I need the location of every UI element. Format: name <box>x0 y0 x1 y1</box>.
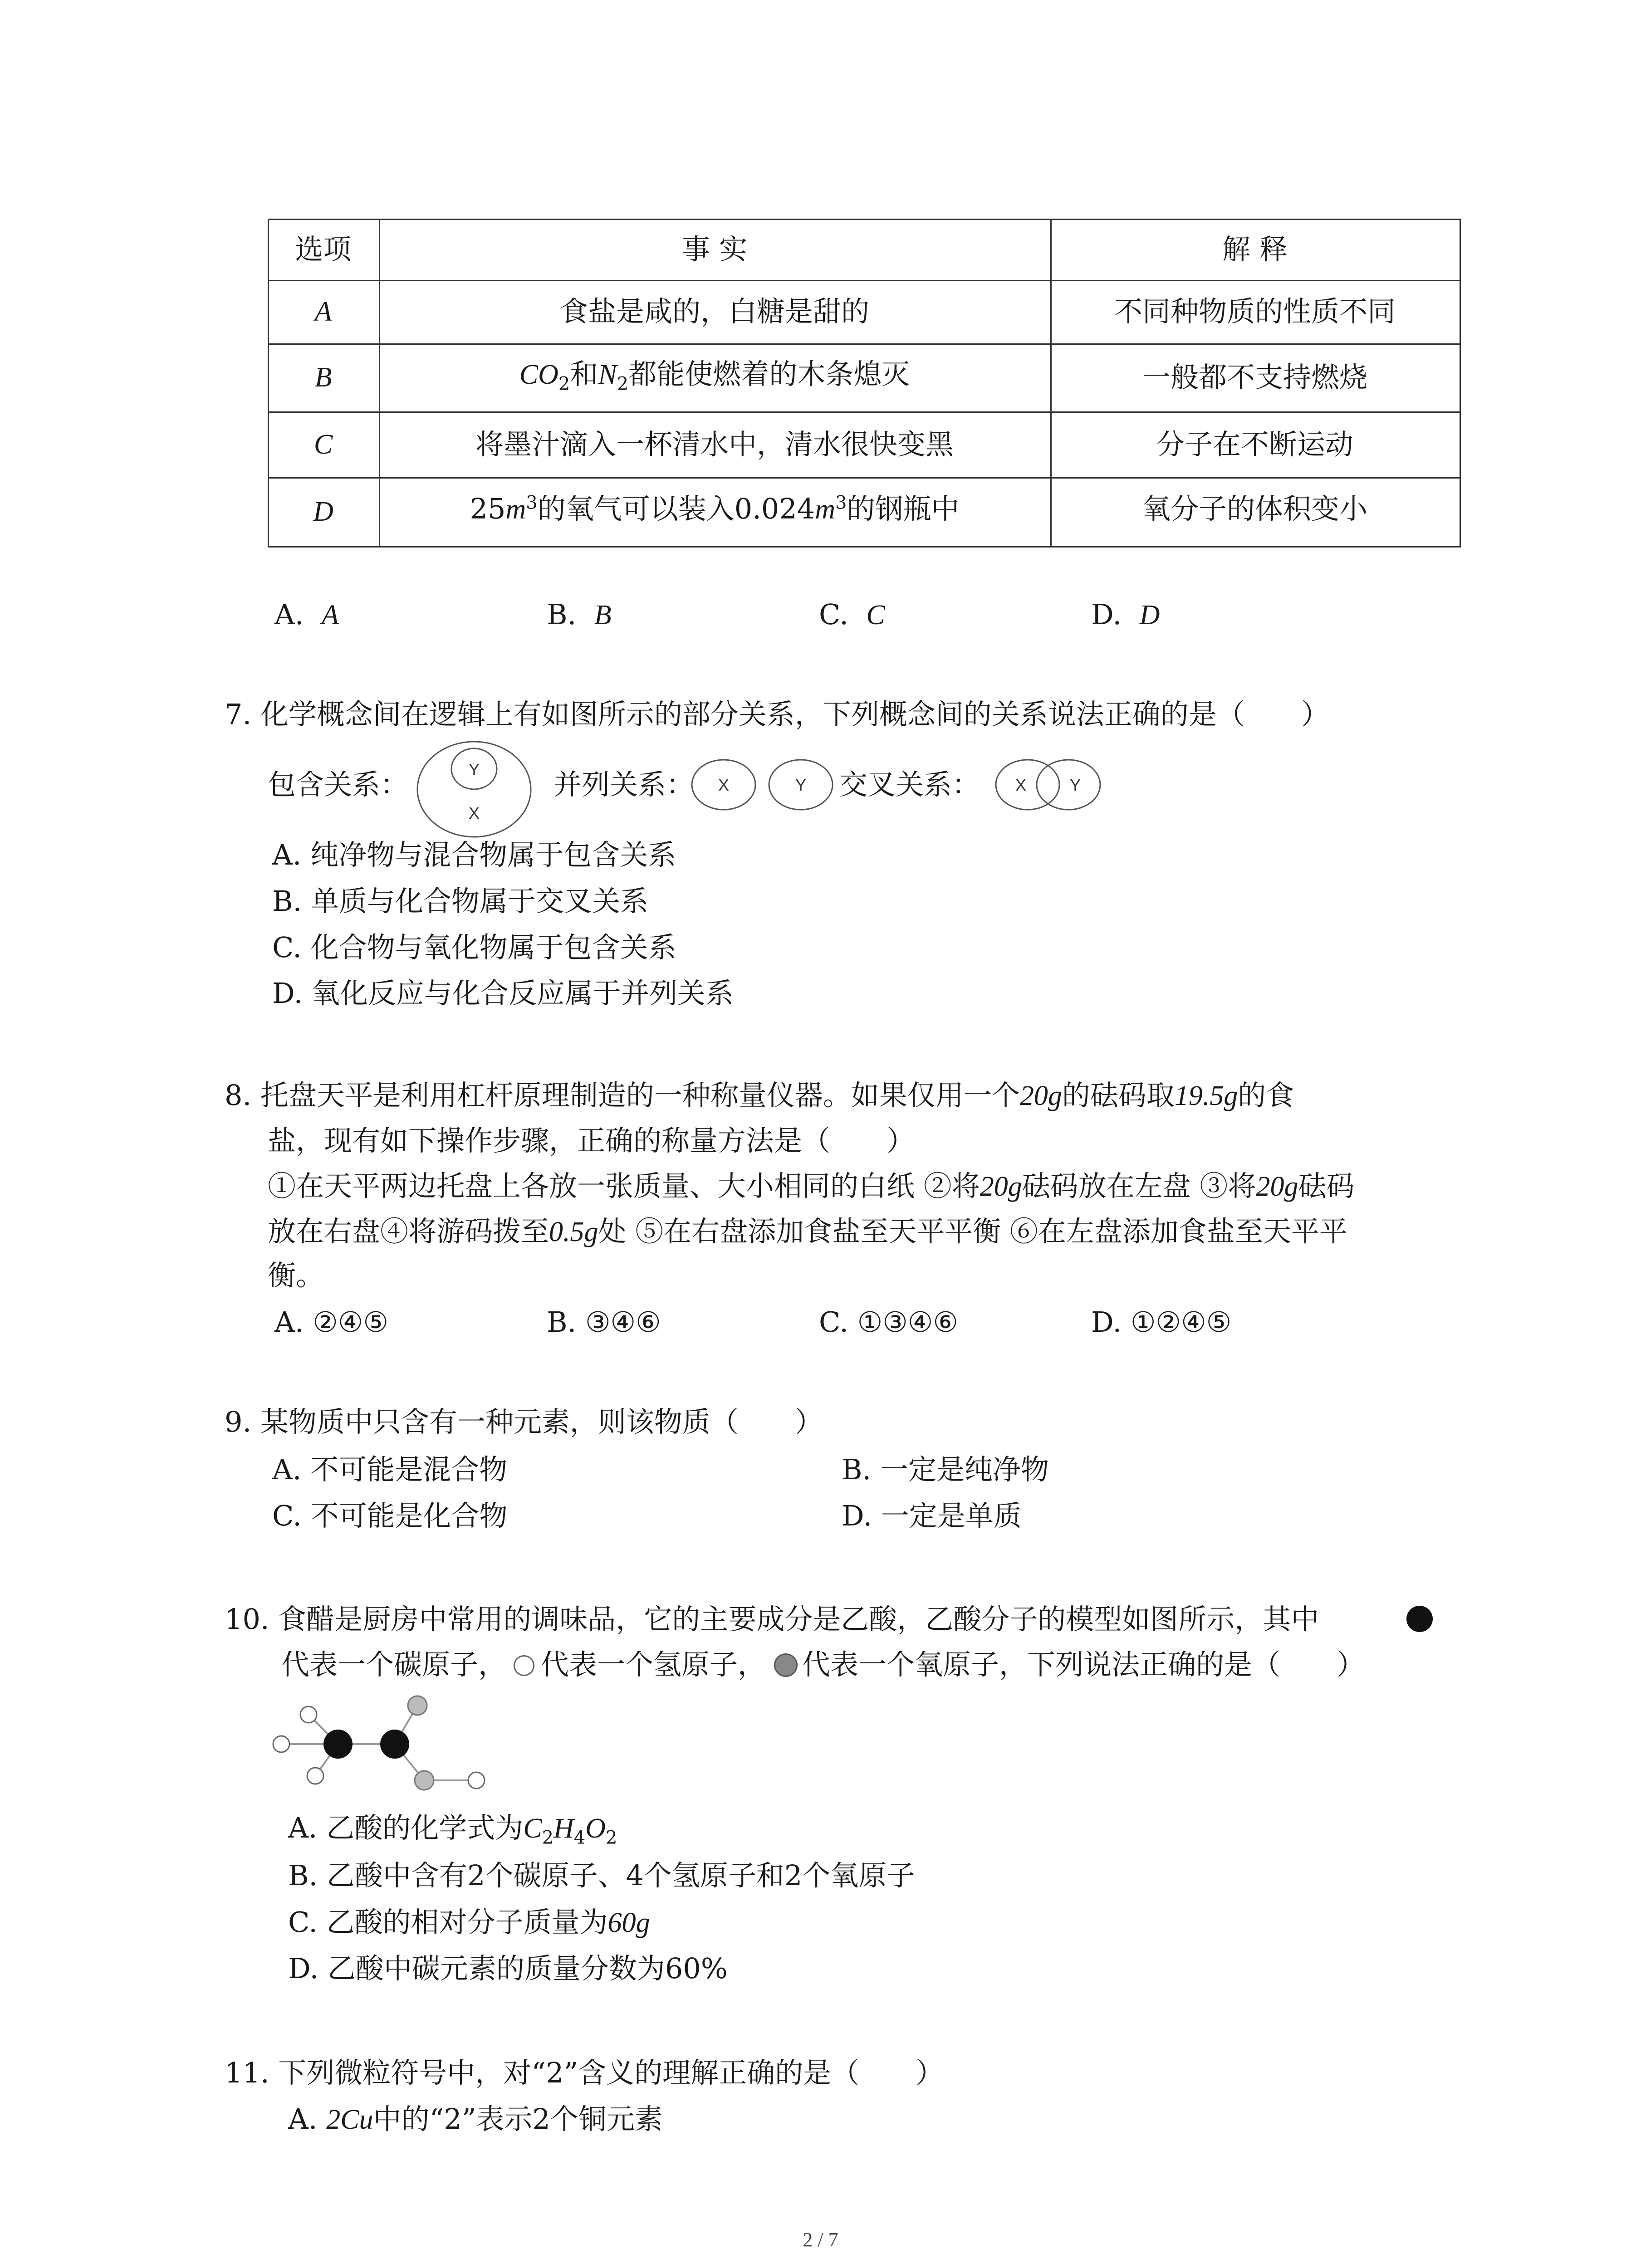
q9-option-b: B. 一定是纯净物 <box>842 1453 1049 1486</box>
q7-option-d: D. 氧化反应与化合反应属于并列关系 <box>272 977 734 1010</box>
table-row-option: C <box>314 429 333 460</box>
contain-relation-diagram <box>415 737 547 841</box>
table-border <box>268 343 1461 345</box>
unit: m <box>505 494 526 525</box>
q8-option-b: B. ③④⑥ <box>547 1305 661 1339</box>
q7-option-c: C. 化合物与氧化物属于包含关系 <box>272 931 676 964</box>
table-row-explanation: 氧分子的体积变小 <box>1142 492 1367 525</box>
q10-stem-line2: 代表一个碳原子， 代表一个氢原子， 代表一个氧原子，下列说法正确的是（ ） <box>281 1648 1365 1681</box>
q8-option-d: D. ①②④⑤ <box>1091 1305 1232 1339</box>
superscript: 3 <box>835 492 847 513</box>
table-row-fact: 食盐是咸的，白糖是甜的 <box>559 295 869 328</box>
hydrogen-atom-icon <box>468 1772 485 1789</box>
table-border <box>268 546 1461 547</box>
q7-contain-label: 包含关系： <box>268 768 409 801</box>
table-border <box>268 477 1461 479</box>
q10-option-a: A. 乙酸的化学式为$C_2H_4O_2$ <box>288 1811 617 1848</box>
table-border <box>268 280 1461 281</box>
superscript: 3 <box>526 492 538 513</box>
table-border <box>1460 219 1461 547</box>
set-x-label: X <box>718 776 730 794</box>
carbon-atom-icon <box>380 1730 409 1759</box>
text: 的氧气可以装入 <box>537 492 735 525</box>
q8-stem-line1: 8. 托盘天平是利用杠杆原理制造的一种称量仪器。如果仅用一个20g的砝码取19.5g的食 <box>225 1079 1294 1112</box>
table-row-fact: 将墨汁滴入一杯清水中，清水很快变黑 <box>475 428 954 461</box>
table-row-explanation: 一般都不支持燃烧 <box>1142 361 1367 394</box>
set-x-label: X <box>468 804 480 822</box>
formula-co2: CO <box>519 359 558 390</box>
parallel-relation-diagram <box>690 753 848 816</box>
number: 25 <box>470 492 506 525</box>
table-header-fact: 事 实 <box>682 233 747 266</box>
table-header-option: 选项 <box>295 233 352 266</box>
q7-option-a: A. 纯净物与混合物属于包含关系 <box>272 838 676 871</box>
q10-option-d: D. 乙酸中碳元素的质量分数为60% <box>288 1952 728 1985</box>
set-y-label: Y <box>468 760 480 779</box>
q9-option-c: C. 不可能是化合物 <box>272 1499 508 1532</box>
q7-stem: 7. 化学概念间在逻辑上有如图所示的部分关系，下列概念间的关系说法正确的是（ ） <box>225 698 1329 731</box>
set-y-ellipse <box>1037 760 1100 810</box>
table-row-fact <box>379 491 1050 528</box>
set-x-ellipse <box>996 760 1059 810</box>
unit: m <box>815 494 835 525</box>
q10-option-b: B. 乙酸中含有2个碳原子、4个氢原子和2个氧原子 <box>288 1859 915 1892</box>
formula-n2: N <box>598 359 617 390</box>
q6-option-a: A. A <box>274 598 339 631</box>
q9-option-a: A. 不可能是混合物 <box>272 1453 508 1486</box>
q6-option-c: C. C <box>819 598 885 631</box>
cross-relation-diagram <box>985 753 1121 816</box>
q11-stem: 11. 下列微粒符号中，对“2”含义的理解正确的是（ ） <box>225 2056 944 2089</box>
table-border <box>268 219 1461 220</box>
q8-steps-line2: 放在右盘④将游码拨至0.5g处 ⑤在右盘添加食盐至天平平衡 ⑥在左盘添加食盐至天平平 <box>268 1215 1347 1248</box>
q7-option-b: B. 单质与化合物属于交叉关系 <box>272 885 648 918</box>
set-x-label: X <box>1015 776 1027 794</box>
q10-stem-line1: 10. 食醋是厨房中常用的调味品，它的主要成分是乙酸，乙酸分子的模型如图所示，其中 <box>225 1603 1319 1636</box>
table-row-option: A <box>314 296 332 327</box>
carbon-atom-icon <box>323 1730 353 1759</box>
q10-option-c: C. 乙酸的相对分子质量为60g <box>288 1906 650 1939</box>
q8-steps-line3: 衡。 <box>268 1259 324 1292</box>
hydrogen-atom-icon <box>307 1768 323 1784</box>
text: 都能使燃着的木条熄灭 <box>628 357 910 391</box>
text: 和 <box>570 357 598 391</box>
q6-option-d: D. D <box>1091 598 1160 631</box>
table-border <box>268 411 1461 413</box>
q6-option-b: B. B <box>547 598 612 631</box>
q7-parallel-label: 并列关系： <box>554 768 695 801</box>
q7-cross-label: 交叉关系： <box>839 768 980 801</box>
facts-table <box>268 219 1461 547</box>
carbon-atom-icon <box>1406 1606 1433 1632</box>
hydrogen-atom-icon <box>300 1706 317 1723</box>
q8-option-c: C. ①③④⑥ <box>819 1305 958 1339</box>
hydrogen-atom-icon <box>273 1736 289 1752</box>
table-row-option: D <box>313 496 333 527</box>
set-y-label: Y <box>795 776 807 794</box>
oxygen-atom-icon <box>774 1653 798 1677</box>
q9-stem: 9. 某物质中只含有一种元素，则该物质（ ） <box>225 1405 823 1438</box>
q8-steps-line1: ①在天平两边托盘上各放一张质量、大小相同的白纸 ②将20g砝码放在左盘 ③将20g砝码 <box>268 1169 1355 1202</box>
set-y-label: Y <box>1069 776 1081 794</box>
q8-stem-line2: 盐，现有如下操作步骤，正确的称量方法是（ ） <box>268 1124 915 1157</box>
text: 的钢瓶中 <box>847 492 960 525</box>
number: 0.024 <box>734 492 815 525</box>
table-row-option: B <box>314 362 332 393</box>
subscript: 2 <box>558 373 570 395</box>
page-number: 2 / 7 <box>803 2229 838 2251</box>
table-header-explanation: 解 释 <box>1222 233 1288 266</box>
table-row-explanation: 不同种物质的性质不同 <box>1114 295 1396 328</box>
table-row-fact <box>379 356 1050 393</box>
q8-option-a: A. ②④⑤ <box>274 1305 388 1339</box>
q9-option-d: D. 一定是单质 <box>842 1499 1022 1532</box>
subscript: 2 <box>617 373 629 395</box>
oxygen-atom-icon <box>408 1696 427 1715</box>
oxygen-atom-icon <box>415 1771 434 1790</box>
acetic-acid-molecule-model <box>272 1681 508 1808</box>
table-row-explanation: 分子在不断运动 <box>1156 428 1353 461</box>
hydrogen-atom-icon <box>514 1655 534 1676</box>
q11-option-a: A. 2Cu中的“2”表示2个铜元素 <box>288 2102 663 2136</box>
